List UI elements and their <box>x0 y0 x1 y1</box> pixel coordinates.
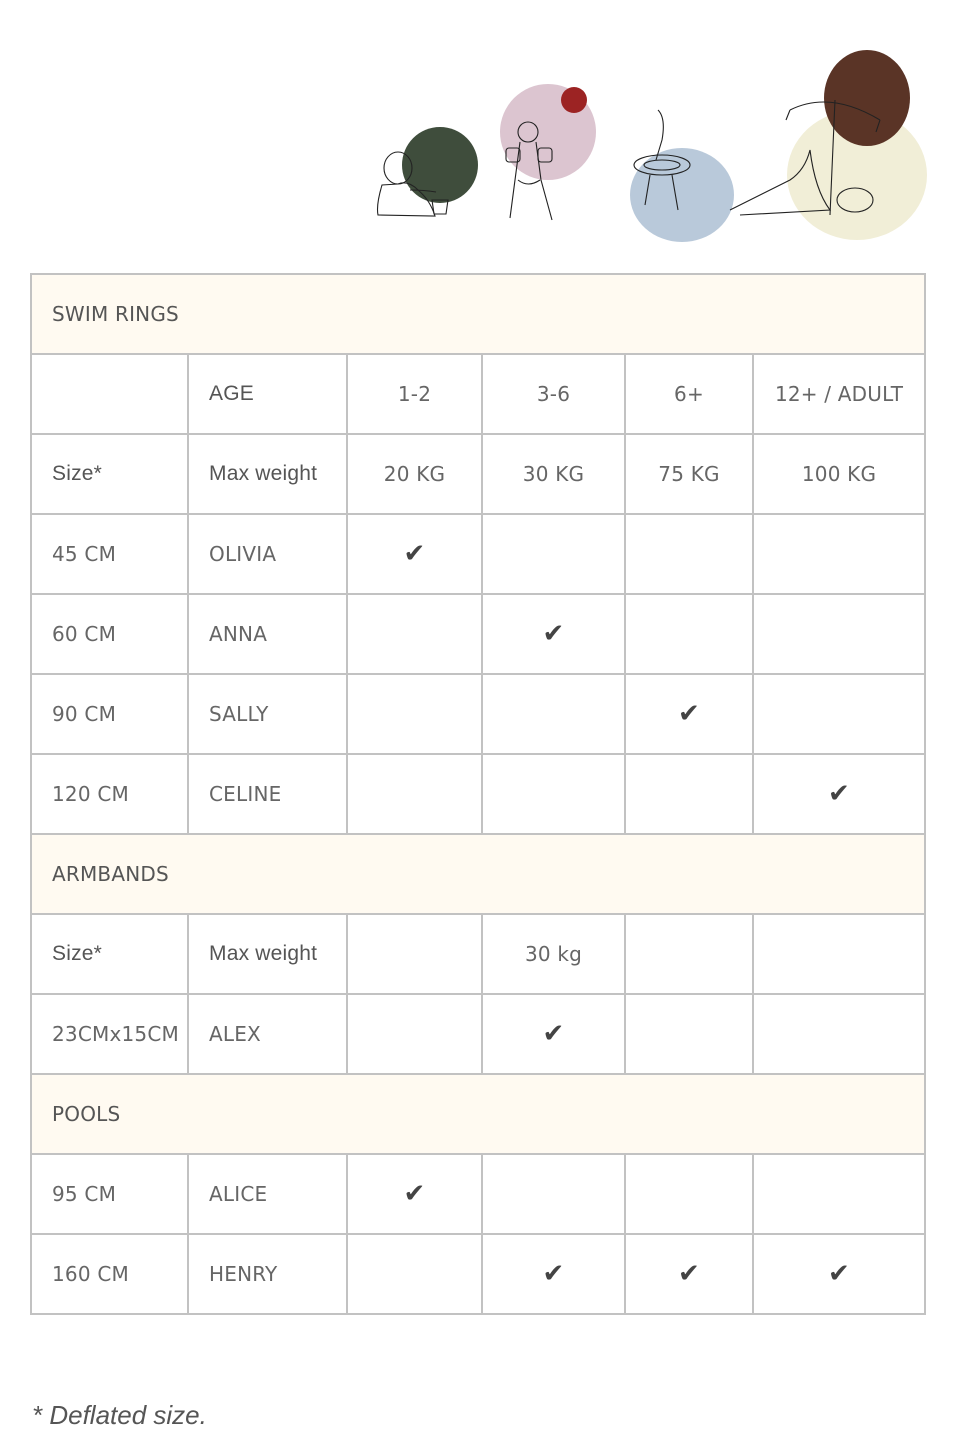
size-header-cell: Size* <box>31 914 188 994</box>
section-header-row <box>31 834 925 914</box>
table-row <box>31 1234 925 1314</box>
check-cell <box>753 994 925 1074</box>
section-title: ARMBANDS <box>31 834 925 914</box>
check-cell <box>482 754 625 834</box>
check-cell <box>625 1234 753 1314</box>
red-dot <box>561 87 587 113</box>
section-title: POOLS <box>31 1074 925 1154</box>
check-cell <box>347 754 482 834</box>
column-header-cell: 3-6 <box>482 354 625 434</box>
column-header-cell <box>347 914 482 994</box>
check-cell <box>753 594 925 674</box>
check-cell <box>347 594 482 674</box>
green-blob <box>402 127 478 203</box>
product-name-cell: ANNA <box>188 594 347 674</box>
check-cell <box>625 674 753 754</box>
header-row <box>31 434 925 514</box>
section-header-row <box>31 1074 925 1154</box>
check-cell <box>753 674 925 754</box>
header-row <box>31 354 925 434</box>
size-chart-table <box>30 273 926 1315</box>
size-cell: 60 CM <box>31 594 188 674</box>
check-cell <box>753 1154 925 1234</box>
header-row <box>31 914 925 994</box>
check-cell <box>347 1234 482 1314</box>
section-title: SWIM RINGS <box>31 274 925 354</box>
size-cell: 23CMx15CM <box>31 994 188 1074</box>
weight-header-cell: Max weight <box>188 434 347 514</box>
check-cell <box>347 674 482 754</box>
check-cell <box>625 1154 753 1234</box>
checkmark-icon: ✔ <box>678 1259 700 1289</box>
product-name-cell: OLIVIA <box>188 514 347 594</box>
column-header-cell <box>625 914 753 994</box>
size-cell: 95 CM <box>31 1154 188 1234</box>
footnote: * Deflated size. <box>32 1400 207 1430</box>
check-cell <box>753 754 925 834</box>
check-cell <box>482 674 625 754</box>
check-cell <box>625 594 753 674</box>
checkmark-icon: ✔ <box>403 539 426 569</box>
size-cell: 90 CM <box>31 674 188 754</box>
table-row <box>31 1154 925 1234</box>
checkmark-icon: ✔ <box>542 619 565 649</box>
section-header-row <box>31 274 925 354</box>
size-cell: 160 CM <box>31 1234 188 1314</box>
checkmark-icon: ✔ <box>678 699 700 729</box>
check-cell <box>753 1234 925 1314</box>
product-name-cell: ALICE <box>188 1154 347 1234</box>
weight-header-cell: AGE <box>188 354 347 434</box>
size-cell: 45 CM <box>31 514 188 594</box>
weight-header-cell: Max weight <box>188 914 347 994</box>
column-header-cell: 75 KG <box>625 434 753 514</box>
check-cell <box>482 594 625 674</box>
check-cell <box>347 514 482 594</box>
checkmark-icon: ✔ <box>542 1259 565 1289</box>
product-name-cell: CELINE <box>188 754 347 834</box>
column-header-cell <box>753 914 925 994</box>
check-cell <box>482 1234 625 1314</box>
column-header-cell: 20 KG <box>347 434 482 514</box>
check-cell <box>482 994 625 1074</box>
product-name-cell: HENRY <box>188 1234 347 1314</box>
check-cell <box>482 1154 625 1234</box>
column-header-cell: 100 KG <box>753 434 925 514</box>
table-row <box>31 594 925 674</box>
check-cell <box>482 514 625 594</box>
checkmark-icon: ✔ <box>403 1179 426 1209</box>
check-cell <box>347 994 482 1074</box>
column-header-cell: 12+ / ADULT <box>753 354 925 434</box>
blue-blob <box>630 148 734 242</box>
product-name-cell: ALEX <box>188 994 347 1074</box>
checkmark-icon: ✔ <box>828 1259 851 1289</box>
brown-blob <box>824 50 910 146</box>
column-header-cell: 30 kg <box>482 914 625 994</box>
size-cell: 120 CM <box>31 754 188 834</box>
checkmark-icon: ✔ <box>542 1019 565 1049</box>
table-row <box>31 754 925 834</box>
check-cell <box>625 514 753 594</box>
check-cell <box>625 754 753 834</box>
column-header-cell: 1-2 <box>347 354 482 434</box>
column-header-cell: 30 KG <box>482 434 625 514</box>
check-cell <box>347 1154 482 1234</box>
checkmark-icon: ✔ <box>828 779 851 809</box>
size-header-cell: Size* <box>31 434 188 514</box>
column-header-cell: 6+ <box>625 354 753 434</box>
check-cell <box>625 994 753 1074</box>
beach-scenes-illustration <box>360 40 940 250</box>
size-header-cell <box>31 354 188 434</box>
table-row <box>31 674 925 754</box>
check-cell <box>753 514 925 594</box>
table-row <box>31 514 925 594</box>
table-row <box>31 994 925 1074</box>
product-name-cell: SALLY <box>188 674 347 754</box>
